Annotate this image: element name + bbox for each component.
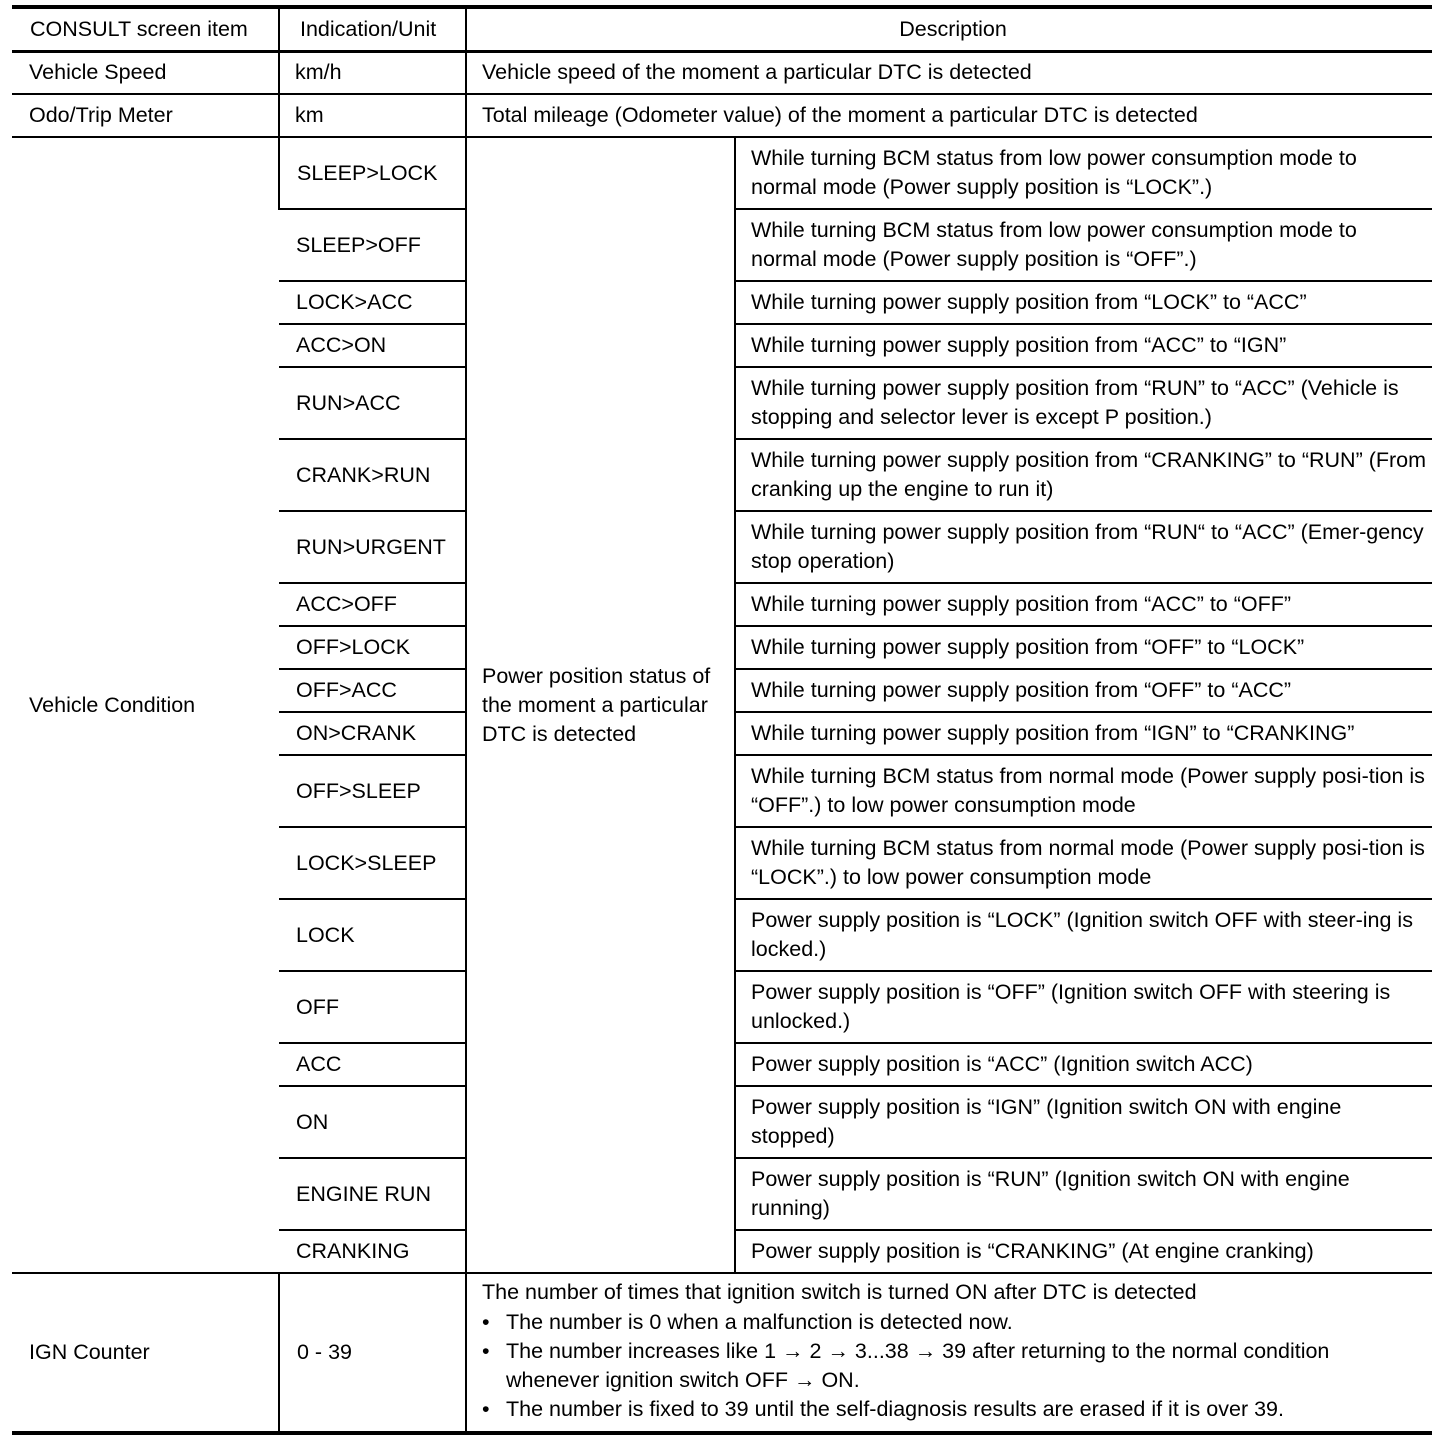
condition-description: Power supply position is “LOCK” (Ignition switch OFF with steer-ing is locked.) (735, 899, 1432, 971)
vehicle-condition-common-description: Power position status of the moment a particular DTC is detected (466, 137, 735, 1273)
condition-unit: LOCK (279, 899, 466, 971)
table-row-condition (12, 137, 1432, 209)
condition-unit: RUN>ACC (279, 367, 466, 439)
table-row-ign-counter (12, 1273, 1432, 1433)
header-description: Description (466, 7, 1432, 51)
ign-counter-description (466, 1273, 1432, 1433)
row-item: Odo/Trip Meter (12, 94, 279, 137)
condition-description: Power supply position is “IGN” (Ignition switch ON with engine stopped) (735, 1086, 1432, 1158)
condition-unit: SLEEP>LOCK (279, 137, 466, 209)
bullet-item: • The number is fixed to 39 until the self-diagnosis results are erased if it is over 39. (482, 1395, 1424, 1424)
row-description: Vehicle speed of the moment a particular DTC is detected (466, 51, 1432, 94)
condition-description: While turning BCM status from normal mode (Power supply posi-tion is “LOCK”.) to low power consumption mode (735, 827, 1432, 899)
condition-unit: LOCK>ACC (279, 281, 466, 324)
condition-unit: ACC (279, 1043, 466, 1086)
condition-unit: ACC>OFF (279, 583, 466, 626)
condition-unit: CRANKING (279, 1230, 466, 1273)
ign-counter-item: IGN Counter (12, 1273, 279, 1433)
condition-description: While turning power supply position from “OFF” to “LOCK” (735, 626, 1432, 669)
ign-counter-bullet-list (482, 1308, 1424, 1425)
condition-unit: ON>CRANK (279, 712, 466, 755)
condition-description: Power supply position is “ACC” (Ignition switch ACC) (735, 1043, 1432, 1086)
row-description: Total mileage (Odometer value) of the moment a particular DTC is detected (466, 94, 1432, 137)
ign-counter-unit: 0 - 39 (279, 1273, 466, 1433)
bullet-item: • The number increases like 1 → 2 → 3...38 → 39 after returning to the normal condition whenever ignition switch OFF → ON. (482, 1337, 1424, 1395)
condition-description: Power supply position is “RUN” (Ignition switch ON with engine running) (735, 1158, 1432, 1230)
table-row-vehicle-speed (12, 51, 1432, 94)
condition-unit: RUN>URGENT (279, 511, 466, 583)
condition-unit: SLEEP>OFF (279, 209, 466, 281)
condition-description: Power supply position is “CRANKING” (At engine cranking) (735, 1230, 1432, 1273)
condition-description: While turning BCM status from low power consumption mode to normal mode (Power supply position is “LOCK”.) (735, 137, 1432, 209)
condition-unit: ON (279, 1086, 466, 1158)
consult-data-table (12, 5, 1432, 1435)
condition-description: While turning power supply position from “LOCK” to “ACC” (735, 281, 1432, 324)
condition-description: While turning BCM status from normal mode (Power supply posi-tion is “OFF”.) to low power consumption mode (735, 755, 1432, 827)
condition-description: While turning power supply position from “RUN“ to “ACC” (Emer-gency stop operation) (735, 511, 1432, 583)
row-unit: km (279, 94, 466, 137)
condition-description: While turning power supply position from “ACC” to “OFF” (735, 583, 1432, 626)
ign-counter-intro: The number of times that ignition switch is turned ON after DTC is detected (482, 1280, 1197, 1305)
condition-unit: OFF>LOCK (279, 626, 466, 669)
condition-unit: OFF>SLEEP (279, 755, 466, 827)
condition-description: Power supply position is “OFF” (Ignition switch OFF with steering is unlocked.) (735, 971, 1432, 1043)
condition-description: While turning power supply position from “RUN” to “ACC” (Vehicle is stopping and selector lever is except P position.) (735, 367, 1432, 439)
condition-unit: CRANK>RUN (279, 439, 466, 511)
condition-unit: OFF (279, 971, 466, 1043)
header-item: CONSULT screen item (12, 7, 279, 51)
table-row-odo-trip (12, 94, 1432, 137)
condition-description: While turning power supply position from “ACC” to “IGN” (735, 324, 1432, 367)
row-item: Vehicle Speed (12, 51, 279, 94)
condition-description: While turning power supply position from “IGN” to “CRANKING” (735, 712, 1432, 755)
bullet-item: • The number is 0 when a malfunction is detected now. (482, 1308, 1424, 1337)
condition-description: While turning power supply position from “OFF” to “ACC” (735, 669, 1432, 712)
condition-unit: ACC>ON (279, 324, 466, 367)
condition-unit: OFF>ACC (279, 669, 466, 712)
vehicle-condition-item: Vehicle Condition (12, 137, 279, 1273)
header-unit: Indication/Unit (279, 7, 466, 51)
row-unit: km/h (279, 51, 466, 94)
condition-unit: ENGINE RUN (279, 1158, 466, 1230)
condition-description: While turning BCM status from low power consumption mode to normal mode (Power supply position is “OFF”.) (735, 209, 1432, 281)
table-header-row (12, 7, 1432, 51)
condition-description: While turning power supply position from “CRANKING” to “RUN” (From cranking up the engine to run it) (735, 439, 1432, 511)
condition-unit: LOCK>SLEEP (279, 827, 466, 899)
